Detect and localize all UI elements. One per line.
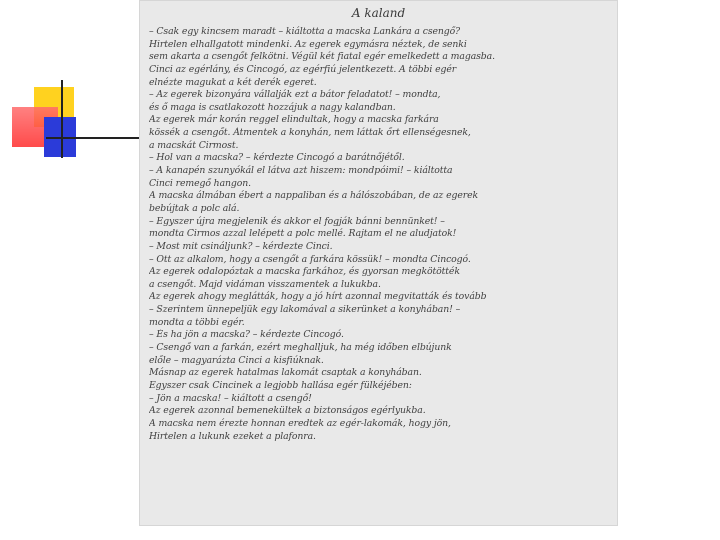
text-line: A macska nem érezte honnan eredtek az egér-lakomák, hogy jön,	[149, 417, 451, 429]
text-line: Másnap az egerek hatalmas lakomát csaptak a konyhában.	[149, 367, 422, 379]
decorative-horizontal-line	[46, 137, 140, 139]
text-line: mondta a többi egér.	[149, 316, 245, 328]
text-line: – Csengő van a farkán, ezért meghalljuk, ha még időben elbújunk	[149, 342, 452, 354]
text-line: – Hol van a macska? – kérdezte Cincogó a barátnőjétől.	[149, 152, 405, 164]
text-line: kössék a csengőt. Átmentek a konyhán, nem láttak őrt ellenségesnek,	[149, 127, 471, 139]
text-line: Az egerek már korán reggel elindultak, hogy a macska farkára	[149, 114, 439, 126]
text-line: – Egyszer újra megjelenik és akkor el fogják bánni bennünket! –	[149, 215, 445, 227]
text-line: elnézte magukat a két derék egeret.	[149, 76, 317, 88]
text-line: – Szerintem ünnepeljük egy lakomával a sikerünket a konyhában! –	[149, 304, 461, 316]
decorative-vertical-line	[61, 80, 63, 158]
text-line: Hirtelen elhallgatott mindenki. Az egerek egymásra néztek, de senki	[149, 38, 467, 50]
text-line: Az egerek odalopóztak a macska farkához, és gyorsan megkötötték	[149, 266, 460, 278]
text-line: bebújtak a polc alá.	[149, 202, 240, 214]
handwritten-page-scan	[139, 0, 618, 526]
text-line: Egyszer csak Cincinek a legjobb hallása egér fülkéjében:	[149, 379, 412, 391]
text-line: – Most mit csináljunk? – kérdezte Cinci.	[149, 240, 333, 252]
text-line: – Csak egy kincsem maradt – kiáltotta a macska Lankára a csengő?	[149, 26, 461, 37]
text-line: előle – magyarázta Cinci a kisfiúknak.	[149, 354, 324, 366]
text-line: és ő maga is csatlakozott hozzájuk a nagy kalandban.	[149, 101, 396, 113]
text-line: – Ott az alkalom, hogy a csengőt a farkára kössük! – mondta Cincogó.	[149, 253, 471, 265]
text-line: – És ha jön a macska? – kérdezte Cincogó.	[149, 329, 344, 341]
handwritten-text-block	[149, 26, 611, 443]
text-line: mondta Cirmos azzal lelépett a polc mellé. Rajtam el ne aludjatok!	[149, 228, 457, 240]
text-line: – Az egerek bizonyára vállalják ezt a bátor feladatot! – mondta,	[149, 89, 441, 101]
text-line: Hirtelen a lukunk ezeket a plafonra.	[149, 430, 316, 442]
text-line: Az egerek ahogy meglátták, hogy a jó hírt azonnal megvitatták és tovább	[149, 291, 487, 303]
text-line: Cinci az egérlány, és Cincogó, az egérfiú jelentkezett. A többi egér	[149, 63, 457, 75]
text-line: sem akarta a csengőt felkötni. Végül két fiatal egér emelkedett a magasba.	[149, 51, 495, 63]
text-line: a csengőt. Majd vidáman visszamentek a lukukba.	[149, 278, 381, 290]
text-line: – Jön a macska! – kiáltott a csengő!	[149, 392, 312, 404]
text-line: – A kanapén szunyókál el látva azt hiszem: mondpóimi! – kiáltotta	[149, 165, 453, 177]
text-line: Cinci remegő hangon.	[149, 177, 251, 189]
page-title: A kaland	[351, 6, 406, 20]
text-line: A macska álmában ébert a nappaliban és a hálószobában, de az egerek	[149, 190, 479, 202]
text-line: Az egerek azonnal bemenekültek a biztonságos egérlyukba.	[149, 405, 426, 417]
text-line: a macskát Cirmost.	[149, 139, 239, 151]
